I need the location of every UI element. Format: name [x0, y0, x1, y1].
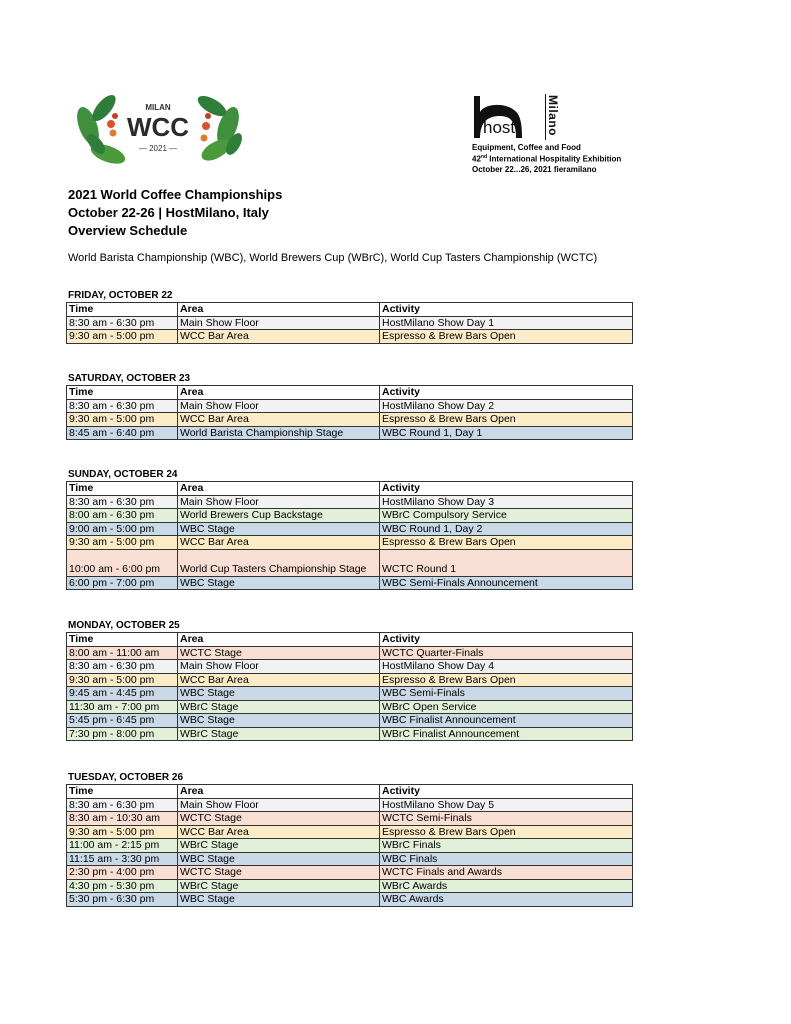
activity-cell: WBC Semi-Finals [380, 687, 633, 701]
area-cell: WCC Bar Area [178, 536, 380, 550]
schedule-table [66, 302, 633, 344]
activity-column-header: Activity [380, 482, 633, 496]
schedule-saturday [66, 372, 633, 440]
table-row [67, 687, 633, 701]
area-cell: WBC Stage [178, 576, 380, 590]
area-cell: Main Show Floor [178, 495, 380, 509]
activity-cell: WBrC Compulsory Service [380, 509, 633, 523]
time-column-header: Time [67, 482, 178, 496]
time-cell: 8:30 am - 10:30 am [67, 812, 178, 826]
table-row [67, 812, 633, 826]
table-row [67, 399, 633, 413]
activity-column-header: Activity [380, 633, 633, 647]
activity-cell: HostMilano Show Day 2 [380, 399, 633, 413]
area-cell: World Cup Tasters Championship Stage [178, 549, 380, 576]
table-row [67, 646, 633, 660]
host-wordmark: host [483, 118, 516, 137]
time-cell: 9:45 am - 4:45 pm [67, 687, 178, 701]
area-cell: World Barista Championship Stage [178, 426, 380, 440]
schedule-monday [66, 619, 633, 741]
area-cell: Main Show Floor [178, 316, 380, 330]
activity-cell: WBC Round 1, Day 1 [380, 426, 633, 440]
table-row [67, 536, 633, 550]
area-cell: WBrC Stage [178, 879, 380, 893]
table-header-row [67, 633, 633, 647]
activity-column-header: Activity [380, 303, 633, 317]
area-cell: WCC Bar Area [178, 413, 380, 427]
area-column-header: Area [178, 785, 380, 799]
time-cell: 9:30 am - 5:00 pm [67, 673, 178, 687]
competitions-legend: World Barista Championship (WBC), World Brewers Cup (WBrC), World Cup Tasters Championship (WCTC) [68, 252, 598, 264]
area-cell: WBrC Stage [178, 700, 380, 714]
day-heading: MONDAY, OCTOBER 25 [68, 620, 180, 631]
time-cell: 5:45 pm - 6:45 pm [67, 714, 178, 728]
time-cell: 11:15 am - 3:30 pm [67, 852, 178, 866]
activity-cell: WCTC Finals and Awards [380, 866, 633, 880]
activity-cell: WBrC Finalist Announcement [380, 727, 633, 741]
table-row [67, 426, 633, 440]
time-cell: 2:30 pm - 4:00 pm [67, 866, 178, 880]
day-heading: FRIDAY, OCTOBER 22 [68, 290, 173, 301]
schedule-friday [66, 289, 633, 344]
area-cell: WBC Stage [178, 852, 380, 866]
area-cell: Main Show Floor [178, 399, 380, 413]
time-cell: 9:30 am - 5:00 pm [67, 536, 178, 550]
table-row [67, 879, 633, 893]
area-cell: WCTC Stage [178, 812, 380, 826]
table-row [67, 509, 633, 523]
activity-cell: WBC Semi-Finals Announcement [380, 576, 633, 590]
day-heading: TUESDAY, OCTOBER 26 [68, 772, 184, 783]
time-cell: 10:00 am - 6:00 pm [67, 549, 178, 576]
milano-vertical-text: Milano [546, 95, 560, 136]
area-cell: Main Show Floor [178, 798, 380, 812]
activity-cell: Espresso & Brew Bars Open [380, 330, 633, 344]
table-row [67, 714, 633, 728]
time-cell: 9:00 am - 5:00 pm [67, 522, 178, 536]
host-milano-logo [470, 92, 640, 178]
table-row [67, 330, 633, 344]
host-tagline: Equipment, Coffee and Food [472, 143, 581, 152]
table-row [67, 893, 633, 907]
area-cell: WBC Stage [178, 687, 380, 701]
schedule-table [66, 632, 633, 741]
time-cell: 8:30 am - 6:30 pm [67, 495, 178, 509]
area-cell: WCTC Stage [178, 866, 380, 880]
table-row [67, 798, 633, 812]
table-row [67, 576, 633, 590]
time-cell: 8:45 am - 6:40 pm [67, 426, 178, 440]
time-cell: 8:00 am - 6:30 pm [67, 509, 178, 523]
table-row [67, 825, 633, 839]
area-column-header: Area [178, 633, 380, 647]
time-cell: 6:00 pm - 7:00 pm [67, 576, 178, 590]
time-column-header: Time [67, 386, 178, 400]
table-row [67, 413, 633, 427]
table-row [67, 700, 633, 714]
time-cell: 8:00 am - 11:00 am [67, 646, 178, 660]
activity-cell: WCTC Quarter-Finals [380, 646, 633, 660]
area-column-header: Area [178, 303, 380, 317]
time-cell: 8:30 am - 6:30 pm [67, 798, 178, 812]
time-column-header: Time [67, 633, 178, 647]
activity-cell: WCTC Semi-Finals [380, 812, 633, 826]
area-cell: WBC Stage [178, 714, 380, 728]
activity-cell: WBC Awards [380, 893, 633, 907]
area-cell: WBrC Stage [178, 727, 380, 741]
area-cell: WCC Bar Area [178, 673, 380, 687]
area-cell: World Brewers Cup Backstage [178, 509, 380, 523]
activity-cell: WBrC Awards [380, 879, 633, 893]
host-dates-line: October 22...26, 2021 fieramilano [472, 165, 597, 174]
activity-cell: Espresso & Brew Bars Open [380, 825, 633, 839]
time-cell: 8:30 am - 6:30 pm [67, 316, 178, 330]
table-row [67, 522, 633, 536]
title-line-2: October 22-26 | HostMilano, Italy [68, 205, 269, 220]
area-cell: WBrC Stage [178, 839, 380, 853]
time-column-header: Time [67, 303, 178, 317]
activity-cell: WBrC Finals [380, 839, 633, 853]
table-row [67, 727, 633, 741]
activity-column-header: Activity [380, 386, 633, 400]
table-row [67, 673, 633, 687]
time-cell: 8:30 am - 6:30 pm [67, 660, 178, 674]
table-row [67, 495, 633, 509]
area-column-header: Area [178, 482, 380, 496]
activity-cell: WBC Finalist Announcement [380, 714, 633, 728]
host-exhibition-line: 42nd International Hospitality Exhibition [472, 154, 622, 164]
time-cell: 9:30 am - 5:00 pm [67, 413, 178, 427]
table-row [67, 660, 633, 674]
activity-cell: Espresso & Brew Bars Open [380, 413, 633, 427]
area-cell: WCTC Stage [178, 646, 380, 660]
schedule-table [66, 481, 633, 590]
logo-wcc-text: WCC [126, 112, 190, 142]
area-cell: WCC Bar Area [178, 330, 380, 344]
activity-cell: Espresso & Brew Bars Open [380, 673, 633, 687]
time-cell: 5:30 pm - 6:30 pm [67, 893, 178, 907]
time-cell: 7:30 pm - 8:00 pm [67, 727, 178, 741]
day-heading: SUNDAY, OCTOBER 24 [68, 469, 178, 480]
schedule-table [66, 385, 633, 440]
logo-milan-text: MILAN [145, 103, 171, 112]
wcc-logo [66, 86, 250, 168]
activity-cell: HostMilano Show Day 1 [380, 316, 633, 330]
activity-cell: HostMilano Show Day 5 [380, 798, 633, 812]
logo-year-text: — 2021 — [138, 144, 178, 153]
title-line-1: 2021 World Coffee Championships [68, 187, 283, 202]
schedule-tuesday [66, 771, 633, 907]
area-cell: WBC Stage [178, 522, 380, 536]
time-cell: 9:30 am - 5:00 pm [67, 825, 178, 839]
table-row [67, 852, 633, 866]
schedule-table [66, 784, 633, 907]
time-cell: 4:30 pm - 5:30 pm [67, 879, 178, 893]
table-row [67, 866, 633, 880]
activity-cell: WCTC Round 1 [380, 549, 633, 576]
area-cell: Main Show Floor [178, 660, 380, 674]
table-header-row [67, 303, 633, 317]
title-line-3: Overview Schedule [68, 223, 188, 238]
activity-cell: WBC Finals [380, 852, 633, 866]
time-cell: 11:30 am - 7:00 pm [67, 700, 178, 714]
table-row [67, 316, 633, 330]
activity-cell: HostMilano Show Day 4 [380, 660, 633, 674]
area-column-header: Area [178, 386, 380, 400]
activity-cell: WBrC Open Service [380, 700, 633, 714]
area-cell: WBC Stage [178, 893, 380, 907]
day-heading: SATURDAY, OCTOBER 23 [68, 373, 191, 384]
table-row [67, 839, 633, 853]
table-header-row [67, 386, 633, 400]
time-cell: 11:00 am - 2:15 pm [67, 839, 178, 853]
table-row [67, 549, 633, 576]
activity-cell: Espresso & Brew Bars Open [380, 536, 633, 550]
activity-cell: WBC Round 1, Day 2 [380, 522, 633, 536]
time-cell: 8:30 am - 6:30 pm [67, 399, 178, 413]
time-cell: 9:30 am - 5:00 pm [67, 330, 178, 344]
table-header-row [67, 785, 633, 799]
table-header-row [67, 482, 633, 496]
activity-column-header: Activity [380, 785, 633, 799]
schedule-sunday [66, 468, 633, 590]
coffee-leaf-wreath-icon [66, 86, 250, 168]
time-column-header: Time [67, 785, 178, 799]
document-title [68, 186, 282, 240]
activity-cell: HostMilano Show Day 3 [380, 495, 633, 509]
area-cell: WCC Bar Area [178, 825, 380, 839]
